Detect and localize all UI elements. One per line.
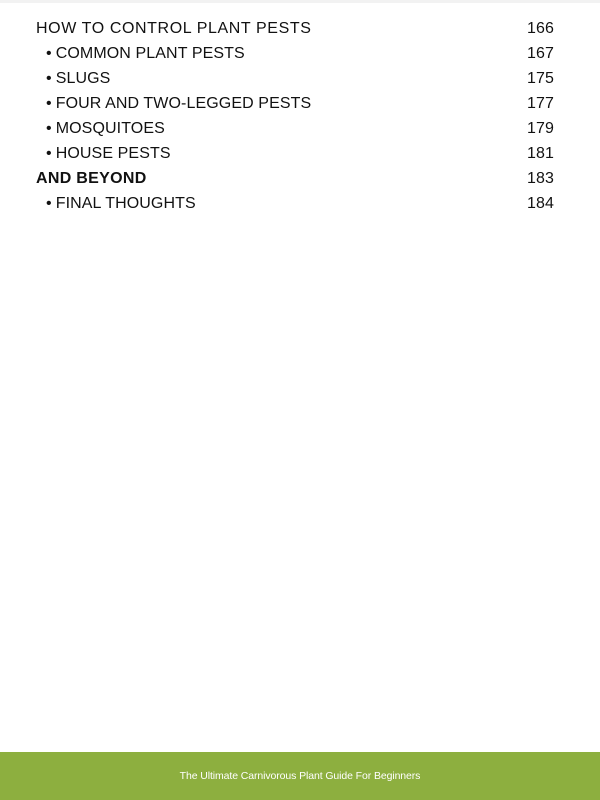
toc-entry-page: 183: [527, 170, 554, 187]
bullet-icon: •: [46, 95, 52, 112]
toc-chapter-entry[interactable]: [36, 166, 554, 191]
footer-book-title: The Ultimate Carnivorous Plant Guide For Beginners: [179, 770, 421, 782]
bullet-icon: •: [46, 45, 52, 62]
toc-entry-page: 175: [527, 70, 554, 87]
bullet-icon: •: [46, 195, 52, 212]
toc-entry-title: HOW TO CONTROL PLANT PESTS: [36, 20, 312, 37]
toc-section-entry[interactable]: [36, 41, 554, 66]
toc-entry-page: 166: [527, 20, 554, 37]
page-top-edge: [0, 0, 600, 3]
toc-entry-title: • HOUSE PESTS: [46, 145, 171, 162]
toc-entry-title: • COMMON PLANT PESTS: [46, 45, 245, 62]
toc-entry-title: • SLUGS: [46, 70, 111, 87]
toc-section-entry[interactable]: [36, 91, 554, 116]
bullet-icon: •: [46, 145, 52, 162]
toc-entry-title: AND BEYOND: [36, 170, 147, 187]
toc-section-entry[interactable]: [36, 141, 554, 166]
toc-entry-page: 167: [527, 45, 554, 62]
toc-section-entry[interactable]: [36, 191, 554, 216]
toc-chapter-entry[interactable]: [36, 16, 554, 41]
toc-entry-page: 179: [527, 120, 554, 137]
toc-entry-page: 184: [527, 195, 554, 212]
bullet-icon: •: [46, 70, 52, 87]
toc-entry-page: 181: [527, 145, 554, 162]
toc-entry-title: • MOSQUITOES: [46, 120, 165, 137]
toc-section-entry[interactable]: [36, 66, 554, 91]
toc-entry-page: 177: [527, 95, 554, 112]
toc-section-entry[interactable]: [36, 116, 554, 141]
toc-entry-title: • FINAL THOUGHTS: [46, 195, 196, 212]
page-footer: [0, 752, 600, 800]
toc-entry-title: • FOUR AND TWO-LEGGED PESTS: [46, 95, 312, 112]
bullet-icon: •: [46, 120, 52, 137]
table-of-contents: [36, 16, 554, 216]
